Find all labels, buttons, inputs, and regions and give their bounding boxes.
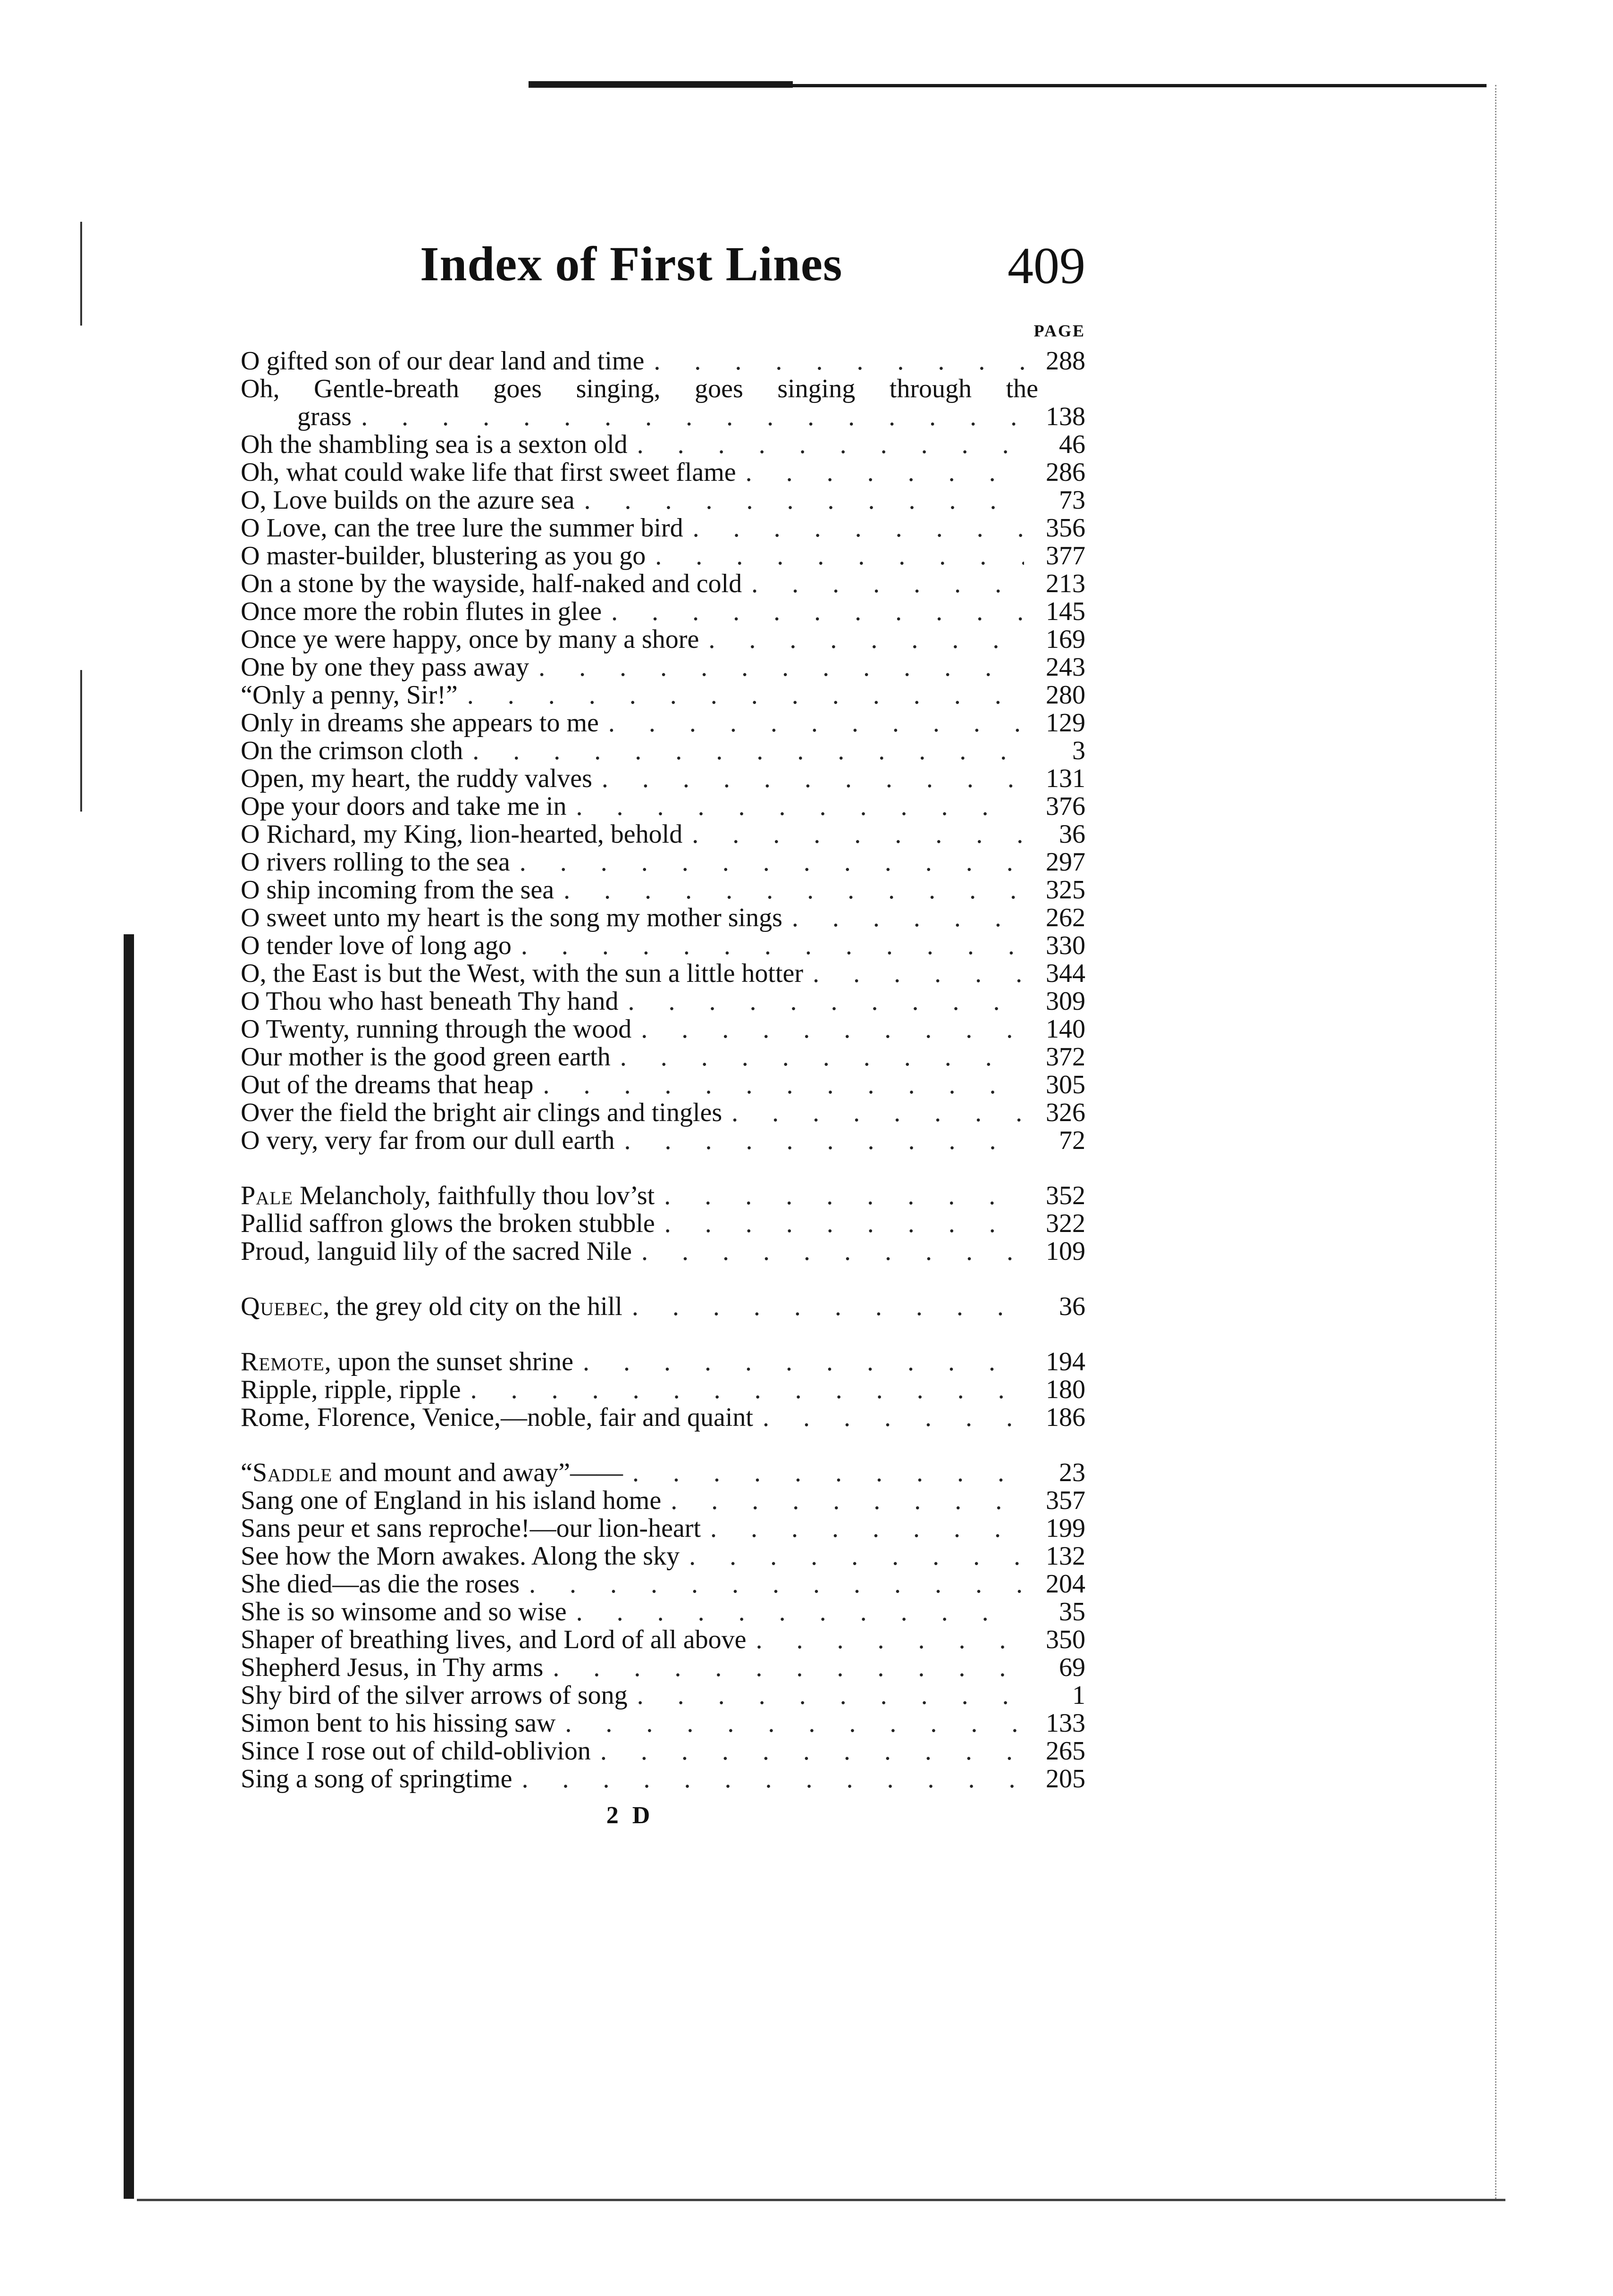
line-text: Oh, Gentle-breath goes singing, goes singing through the	[241, 374, 1038, 403]
page-ref: 344	[1046, 959, 1085, 988]
dot-leader	[567, 1598, 1024, 1626]
opening-quote: “	[241, 1458, 252, 1487]
first-line-text	[241, 876, 554, 904]
first-line-text	[241, 1376, 461, 1404]
first-line-text	[241, 598, 602, 626]
line-text: O gifted son of our dear land and time	[241, 346, 645, 376]
line-text: , the grey old city on the hill	[323, 1292, 622, 1321]
first-line-text	[241, 1099, 722, 1127]
first-line-text	[241, 1487, 661, 1515]
line-text: One by one they pass away	[241, 653, 529, 682]
page-ref: 36	[1059, 1292, 1085, 1321]
page-ref: 109	[1046, 1237, 1085, 1266]
line-text: and mount and away”——	[332, 1458, 623, 1487]
page-ref: 132	[1046, 1542, 1085, 1571]
index-section	[241, 1293, 1095, 1321]
page-ref: 280	[1046, 680, 1085, 710]
page-ref: 309	[1046, 987, 1085, 1016]
dot-leader	[742, 570, 1024, 598]
dot-leader	[736, 459, 1024, 486]
index-entry	[241, 486, 1095, 514]
line-text: Ripple, ripple, ripple	[241, 1375, 461, 1404]
line-text: Simon bent to his hissing saw	[241, 1709, 556, 1738]
page-number: 409	[1008, 237, 1085, 294]
first-line-text	[241, 904, 782, 932]
index-entry	[241, 1487, 1095, 1515]
page-ref: 204	[1046, 1569, 1085, 1599]
margin-mark	[80, 670, 82, 812]
index-entry	[241, 1182, 1095, 1210]
margin-mark	[80, 222, 82, 326]
dot-leader	[623, 1459, 1024, 1487]
page-ref: 350	[1046, 1625, 1085, 1654]
index-entry	[241, 709, 1095, 737]
page-ref: 205	[1046, 1764, 1085, 1793]
lead-word: Pale	[241, 1181, 293, 1210]
dot-leader	[611, 1043, 1024, 1071]
dot-leader	[646, 542, 1024, 570]
first-line-text	[241, 1348, 573, 1376]
page-ref: 131	[1046, 764, 1085, 793]
first-line-text	[241, 1238, 632, 1265]
page-ref: 356	[1046, 513, 1085, 543]
line-text: She is so winsome and so wise	[241, 1597, 567, 1626]
line-text: She died—as die the roses	[241, 1569, 520, 1599]
index-entry	[241, 988, 1095, 1015]
index-entry	[241, 1293, 1095, 1321]
index-entry	[241, 626, 1095, 654]
index-entry	[241, 1598, 1095, 1626]
first-line-text	[241, 1015, 631, 1043]
first-line-text	[241, 654, 529, 681]
dot-leader	[520, 1570, 1024, 1598]
page-ref: 265	[1046, 1736, 1085, 1766]
first-line-text	[241, 737, 463, 765]
first-line-text	[241, 347, 644, 375]
page-ref: 180	[1046, 1375, 1085, 1404]
binding-shadow	[124, 934, 134, 2199]
index-entry	[241, 1043, 1095, 1071]
line-text: Shaper of breathing lives, and Lord of all above	[241, 1625, 747, 1654]
dot-leader	[599, 709, 1024, 737]
page-ref: 325	[1046, 875, 1085, 905]
line-text: O Thou who hast beneath Thy hand	[241, 987, 619, 1016]
index-entry	[241, 848, 1095, 876]
dot-leader	[512, 932, 1024, 960]
first-line-text	[241, 1127, 615, 1155]
line-text: Out of the dreams that heap	[241, 1070, 534, 1099]
page-ref: 145	[1046, 597, 1085, 626]
first-line-text	[241, 793, 566, 821]
page-ref: 140	[1046, 1014, 1085, 1044]
first-line-text	[241, 848, 510, 876]
index-entry	[241, 821, 1095, 848]
dot-leader	[622, 1293, 1024, 1321]
dot-leader	[628, 1682, 1024, 1709]
index-entry	[241, 514, 1095, 542]
line-text: O Twenty, running through the wood	[241, 1014, 632, 1044]
first-line-text	[241, 514, 683, 542]
index-entry	[241, 1015, 1095, 1043]
index-entry	[241, 1654, 1095, 1682]
page-ref: 305	[1046, 1070, 1085, 1099]
dot-leader	[573, 1348, 1024, 1376]
page-ref: 3	[1072, 736, 1085, 765]
line-text: Since I rose out of child-oblivion	[241, 1736, 591, 1766]
index-entry	[241, 1099, 1095, 1127]
index-entry	[241, 1071, 1095, 1099]
page-ref: 186	[1046, 1403, 1085, 1432]
page-edge	[1495, 85, 1499, 2199]
line-text: O Richard, my King, lion-hearted, behold	[241, 820, 683, 849]
index-entry	[241, 1127, 1095, 1155]
index-entry	[241, 598, 1095, 626]
page-ref: 357	[1046, 1486, 1085, 1515]
page-ref: 69	[1059, 1653, 1085, 1682]
index-entry	[241, 1570, 1095, 1598]
index-section	[241, 347, 1095, 1155]
first-line-text	[241, 486, 575, 514]
line-text: Oh, what could wake life that first sweet flame	[241, 458, 736, 487]
dot-leader	[592, 765, 1024, 793]
line-text: O ship incoming from the sea	[241, 875, 554, 905]
dot-leader	[461, 1376, 1024, 1404]
first-line-text	[241, 1765, 512, 1793]
first-line-text	[241, 821, 682, 848]
dot-leader	[699, 626, 1024, 654]
first-line-text	[241, 570, 742, 598]
line-text: Sans peur et sans reproche!—our lion-heart	[241, 1514, 701, 1543]
index-entry	[241, 459, 1095, 486]
dot-leader	[644, 347, 1024, 375]
page-ref: 377	[1046, 541, 1085, 570]
dot-leader	[628, 431, 1024, 459]
first-line-text	[241, 1598, 567, 1626]
page-ref: 133	[1046, 1709, 1085, 1738]
index-entry	[241, 1626, 1095, 1654]
page-ref: 372	[1046, 1042, 1085, 1072]
first-line-text	[241, 1404, 753, 1432]
page-ref: 326	[1046, 1098, 1085, 1127]
dot-leader	[753, 1404, 1024, 1432]
page-ref: 23	[1059, 1458, 1085, 1487]
index-entry	[241, 542, 1095, 570]
first-line-text	[241, 1542, 680, 1570]
first-line-text	[241, 431, 628, 459]
dot-leader	[510, 848, 1024, 876]
line-text: Proud, languid lily of the sacred Nile	[241, 1237, 632, 1266]
line-text: Oh the shambling sea is a sexton old	[241, 430, 628, 459]
line-text: Open, my heart, the ruddy valves	[241, 764, 592, 793]
index-entry	[241, 793, 1095, 821]
page-header	[241, 226, 1095, 302]
top-rule	[529, 84, 1487, 87]
first-line-text	[241, 403, 352, 431]
index-entry	[241, 1737, 1095, 1765]
first-line-text	[241, 1459, 623, 1487]
signature-mark: 2 D	[606, 1802, 654, 1829]
dot-leader	[618, 988, 1024, 1015]
line-text: Melancholy, faithfully thou lov’st	[293, 1181, 655, 1210]
line-text: Pallid saffron glows the broken stubble	[241, 1209, 655, 1238]
first-line-text	[241, 932, 512, 960]
dot-leader	[701, 1515, 1024, 1542]
dot-leader	[575, 486, 1024, 514]
line-text: Ope your doors and take me in	[241, 792, 567, 821]
first-line-text	[241, 681, 458, 709]
line-text: Only in dreams she appears to me	[241, 708, 599, 737]
page-ref: 46	[1059, 430, 1085, 459]
page-ref: 138	[1046, 402, 1085, 431]
dot-leader	[655, 1210, 1024, 1238]
index-entry	[241, 1376, 1095, 1404]
index-section	[241, 1459, 1095, 1793]
page-ref: 73	[1059, 486, 1085, 515]
line-text: Shepherd Jesus, in Thy arms	[241, 1653, 544, 1682]
index-page	[241, 226, 1095, 1829]
line-text: Once more the robin flutes in glee	[241, 597, 602, 626]
line-text: “Only a penny, Sir!”	[241, 680, 458, 710]
first-line-text	[241, 988, 618, 1015]
dot-leader	[803, 960, 1024, 988]
first-line-text	[241, 765, 592, 793]
line-text: Sang one of England in his island home	[241, 1486, 662, 1515]
index-entry	[241, 431, 1095, 459]
dot-leader	[463, 737, 1024, 765]
page-ref: 213	[1046, 569, 1085, 598]
index-entry	[241, 1238, 1095, 1265]
first-line-text	[241, 375, 1038, 403]
index-entry	[241, 876, 1095, 904]
index-entry	[241, 737, 1095, 765]
dot-leader	[529, 654, 1024, 681]
first-line-text	[241, 459, 736, 486]
line-text: O rivers rolling to the sea	[241, 847, 510, 877]
first-line-text	[241, 1293, 622, 1321]
index-entry	[241, 654, 1095, 681]
line-text: O Love, can the tree lure the summer bird	[241, 513, 683, 543]
page-ref: 36	[1059, 820, 1085, 849]
dot-leader	[555, 1709, 1024, 1737]
lead-word: Saddle	[252, 1458, 333, 1487]
dot-leader	[682, 821, 1024, 848]
index-entry	[241, 681, 1095, 709]
line-text: Shy bird of the silver arrows of song	[241, 1681, 628, 1710]
page-ref: 169	[1046, 625, 1085, 654]
line-text: O, the East is but the West, with the sun a little hotter	[241, 959, 804, 988]
line-text: Rome, Florence, Venice,—noble, fair and quaint	[241, 1403, 753, 1432]
page-column-label: PAGE	[1033, 321, 1085, 340]
index-entry	[241, 1515, 1095, 1542]
first-line-text	[241, 1682, 628, 1709]
line-text: , upon the sunset shrine	[324, 1347, 573, 1376]
dot-leader	[722, 1099, 1024, 1127]
dot-leader	[591, 1737, 1024, 1765]
page-ref: 297	[1046, 847, 1085, 877]
index-list	[241, 347, 1095, 1793]
page-ref: 330	[1046, 931, 1085, 960]
dot-leader	[655, 1182, 1024, 1210]
first-line-text	[241, 542, 646, 570]
index-section	[241, 1348, 1095, 1432]
bottom-rule	[137, 2199, 1505, 2201]
line-text: O, Love builds on the azure sea	[241, 486, 575, 515]
index-entry	[241, 1542, 1095, 1570]
index-entry	[241, 932, 1095, 960]
lead-word: Quebec	[241, 1292, 323, 1321]
index-entry	[241, 375, 1095, 403]
line-text: Once ye were happy, once by many a shore	[241, 625, 699, 654]
first-line-text	[241, 1182, 655, 1210]
index-entry	[241, 904, 1095, 932]
dot-leader	[631, 1015, 1024, 1043]
index-entry	[241, 570, 1095, 598]
dot-leader	[533, 1071, 1024, 1099]
first-line-text	[241, 1626, 746, 1654]
line-text: On the crimson cloth	[241, 736, 463, 765]
page-ref: 352	[1046, 1181, 1085, 1210]
dot-leader	[680, 1542, 1024, 1570]
dot-leader	[661, 1487, 1024, 1515]
first-line-text	[241, 1570, 520, 1598]
line-text: Over the field the bright air clings and tingles	[241, 1098, 722, 1127]
line-text: O tender love of long ago	[241, 931, 512, 960]
line-text: grass	[297, 402, 352, 431]
index-entry	[241, 1682, 1095, 1709]
first-line-text	[241, 709, 599, 737]
index-section	[241, 1182, 1095, 1265]
dot-leader	[782, 904, 1024, 932]
page-title: Index of First Lines	[420, 237, 843, 291]
index-entry	[241, 1765, 1095, 1793]
index-entry	[241, 1210, 1095, 1238]
dot-leader	[746, 1626, 1024, 1654]
page-ref: 194	[1046, 1347, 1085, 1376]
index-entry	[241, 765, 1095, 793]
dot-leader	[602, 598, 1024, 626]
lead-word: Remote	[241, 1347, 325, 1376]
page-ref: 286	[1046, 458, 1085, 487]
index-entry	[241, 1459, 1095, 1487]
first-line-text	[241, 1071, 533, 1099]
dot-leader	[615, 1127, 1024, 1155]
page-ref: 322	[1046, 1209, 1085, 1238]
line-text: See how the Morn awakes. Along the sky	[241, 1542, 680, 1571]
first-line-text	[241, 1210, 655, 1238]
line-text: Our mother is the good green earth	[241, 1042, 611, 1072]
index-entry	[241, 960, 1095, 988]
page-ref: 262	[1046, 903, 1085, 932]
line-text: O master-builder, blustering as you go	[241, 541, 646, 570]
line-text: O sweet unto my heart is the song my mother sings	[241, 903, 782, 932]
index-entry	[241, 347, 1095, 375]
dot-leader	[566, 793, 1024, 821]
first-line-text	[241, 1709, 555, 1737]
dot-leader	[554, 876, 1024, 904]
first-line-text	[241, 960, 803, 988]
dot-leader	[543, 1654, 1024, 1682]
page-ref: 35	[1059, 1597, 1085, 1626]
first-line-text	[241, 1043, 611, 1071]
dot-leader	[632, 1238, 1024, 1265]
index-entry	[241, 1709, 1095, 1737]
page-ref: 288	[1046, 346, 1085, 376]
line-text: On a stone by the wayside, half-naked and cold	[241, 569, 742, 598]
line-text: Sing a song of springtime	[241, 1764, 512, 1793]
first-line-text	[241, 1737, 591, 1765]
dot-leader	[683, 514, 1024, 542]
page-ref: 243	[1046, 653, 1085, 682]
dot-leader	[352, 403, 1024, 431]
page-ref: 199	[1046, 1514, 1085, 1543]
index-entry	[241, 403, 1095, 431]
dot-leader	[458, 681, 1024, 709]
page-ref: 129	[1046, 708, 1085, 737]
first-line-text	[241, 626, 699, 654]
first-line-text	[241, 1515, 701, 1542]
page-ref: 72	[1059, 1126, 1085, 1155]
page-ref: 1	[1072, 1681, 1085, 1710]
dot-leader	[512, 1765, 1024, 1793]
line-text: O very, very far from our dull earth	[241, 1126, 615, 1155]
index-entry	[241, 1348, 1095, 1376]
page-ref: 376	[1046, 792, 1085, 821]
index-entry	[241, 1404, 1095, 1432]
first-line-text	[241, 1654, 543, 1682]
